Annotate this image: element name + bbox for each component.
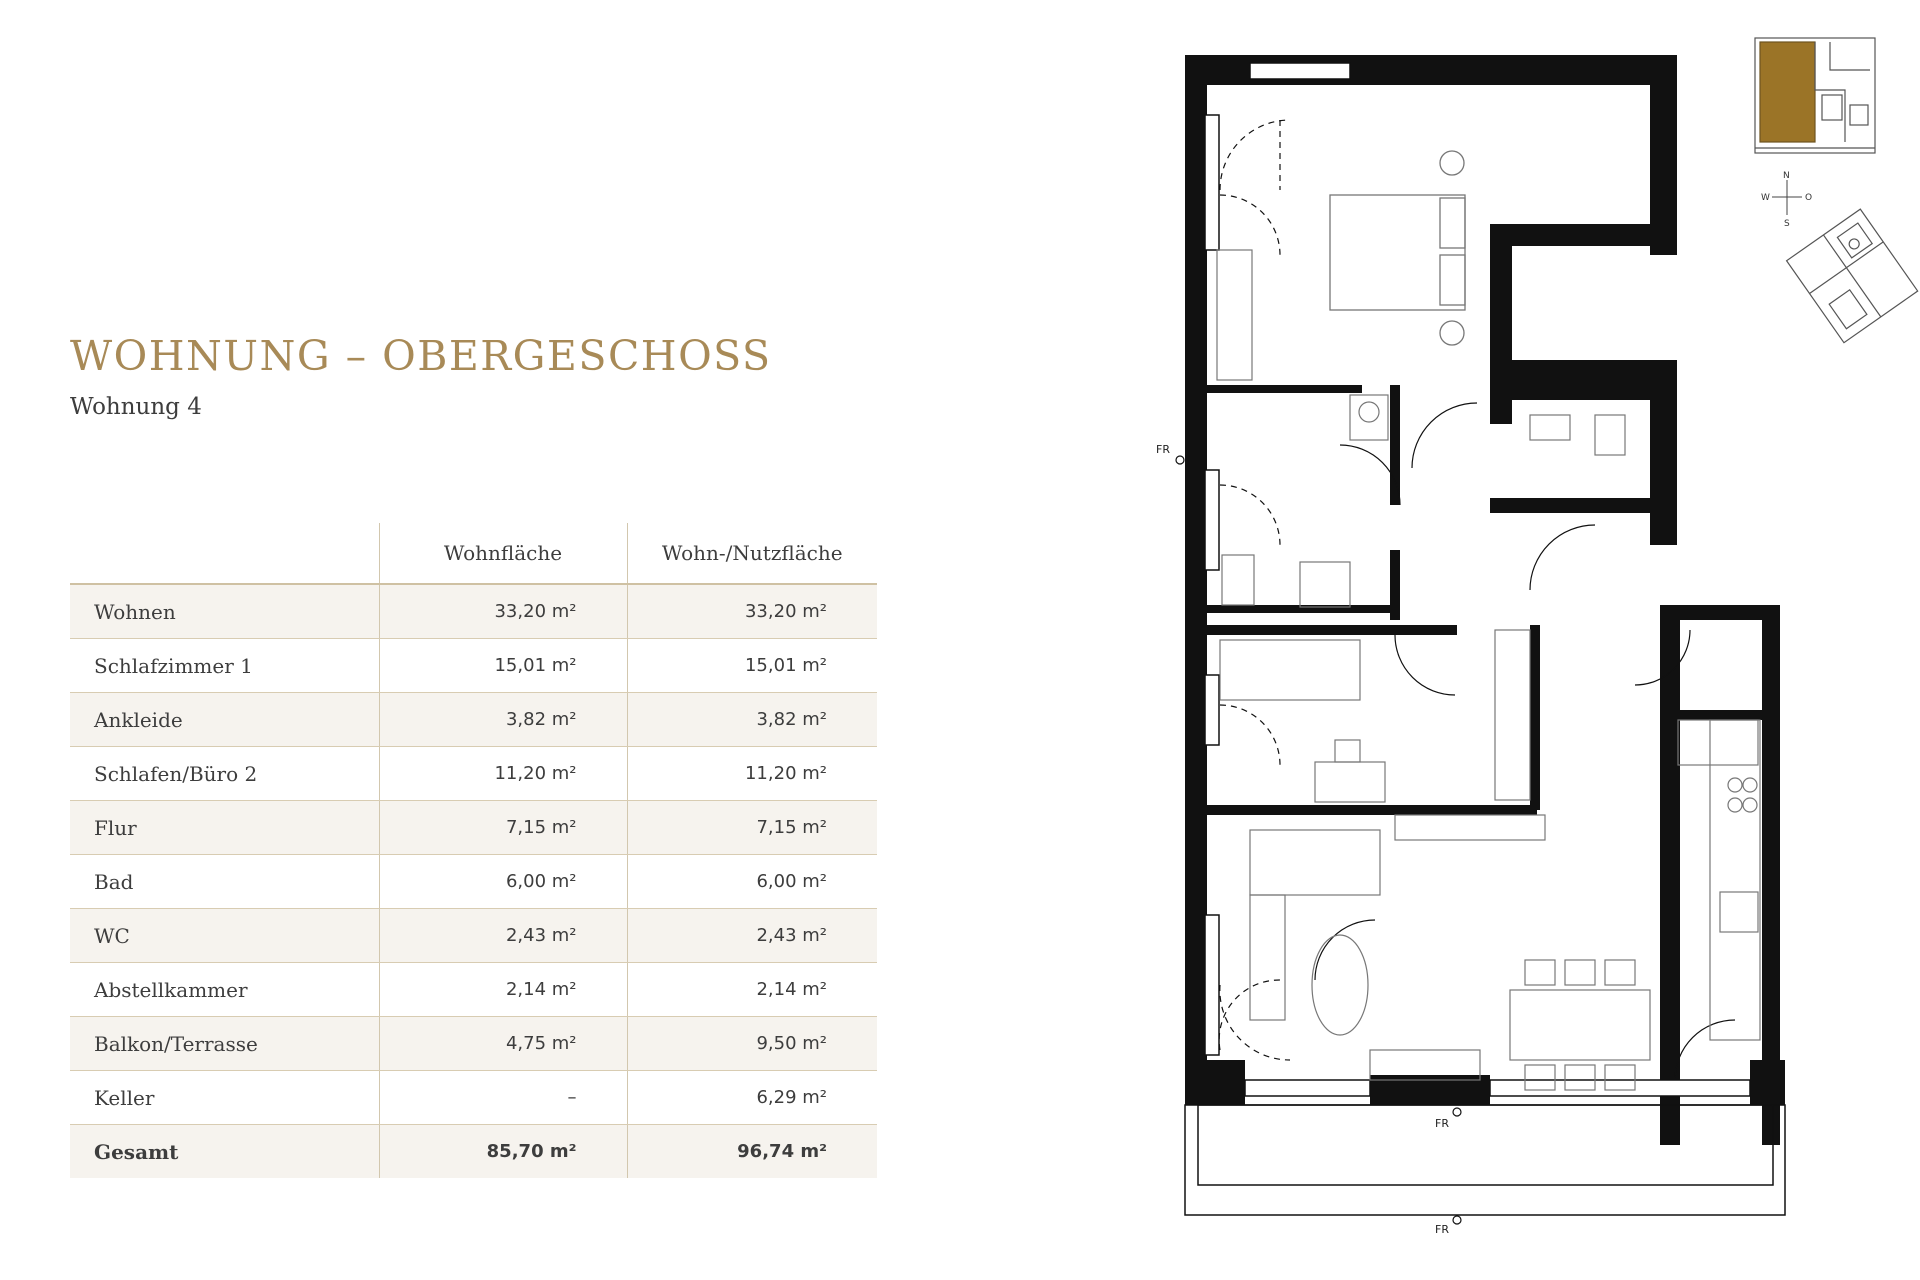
wohnflaeche-value: 33,20 m² [379,584,627,639]
nutzflaeche-value: 15,01 m² [627,639,877,693]
interior-walls [1207,385,1540,815]
floor-plan [1150,50,1790,1250]
living-furniture [1250,815,1650,1090]
table-row [70,1071,877,1125]
compass-rose [1761,171,1812,229]
table-row [70,909,877,963]
page-subtitle: Wohnung 4 [70,394,202,420]
room-name: Ankleide [70,693,379,747]
total-label: Gesamt [70,1125,379,1179]
page-title: WOHNUNG – OBERGESCHOSS [70,332,772,380]
table-row [70,747,877,801]
building-outline-rotated [1787,209,1918,343]
total-nutzflaeche: 96,74 m² [627,1125,877,1179]
fr-label: FR [1156,443,1170,456]
table-total-row [70,1125,877,1179]
wohnflaeche-value: 3,82 m² [379,693,627,747]
room-name: Flur [70,801,379,855]
nutzflaeche-value: 6,29 m² [627,1071,877,1125]
wohnflaeche-value: 2,14 m² [379,963,627,1017]
room-name: Wohnen [70,584,379,639]
room-name: WC [70,909,379,963]
room-name: Abstellkammer [70,963,379,1017]
compass-south: S [1784,219,1790,229]
room-name: Schlafen/Büro 2 [70,747,379,801]
nutzflaeche-value: 11,20 m² [627,747,877,801]
compass-west: W [1761,193,1770,203]
table-header [70,523,877,584]
key-plan [1750,30,1920,350]
wohnflaeche-value: – [379,1071,627,1125]
table-row [70,801,877,855]
wohnflaeche-value: 15,01 m² [379,639,627,693]
nutzflaeche-value: 7,15 m² [627,801,877,855]
kitchen-fixtures [1678,720,1760,1040]
room-name: Bad [70,855,379,909]
table-row [70,855,877,909]
outer-walls [1185,55,1785,1145]
room-name: Schlafzimmer 1 [70,639,379,693]
header-room [70,523,379,584]
wohnflaeche-value: 6,00 m² [379,855,627,909]
nutzflaeche-value: 2,14 m² [627,963,877,1017]
total-wohnflaeche: 85,70 m² [379,1125,627,1179]
table-row [70,963,877,1017]
table-row [70,1017,877,1071]
wohnflaeche-value: 4,75 m² [379,1017,627,1071]
wardrobe-master [1217,250,1252,380]
balcony [1185,1105,1785,1215]
nutzflaeche-value: 33,20 m² [627,584,877,639]
table-row [70,639,877,693]
area-table [70,523,877,1178]
compass-east: O [1805,193,1813,203]
fr-label: FR [1435,1223,1449,1236]
bed-room-2 [1220,630,1530,802]
compass-north: N [1783,171,1790,181]
nutzflaeche-value: 3,82 m² [627,693,877,747]
room-name: Balkon/Terrasse [70,1017,379,1071]
bed-master [1330,151,1465,345]
nutzflaeche-value: 6,00 m² [627,855,877,909]
table-row [70,584,877,639]
nutzflaeche-value: 2,43 m² [627,909,877,963]
room-name: Keller [70,1071,379,1125]
building-outline-top [1755,38,1875,153]
wohnflaeche-value: 2,43 m² [379,909,627,963]
header-wohnflaeche: Wohnfläche [379,523,627,584]
header-nutzflaeche: Wohn-/Nutzfläche [627,523,877,584]
fr-label: FR [1435,1117,1449,1130]
wohnflaeche-value: 7,15 m² [379,801,627,855]
wohnflaeche-value: 11,20 m² [379,747,627,801]
table-row [70,693,877,747]
nutzflaeche-value: 9,50 m² [627,1017,877,1071]
